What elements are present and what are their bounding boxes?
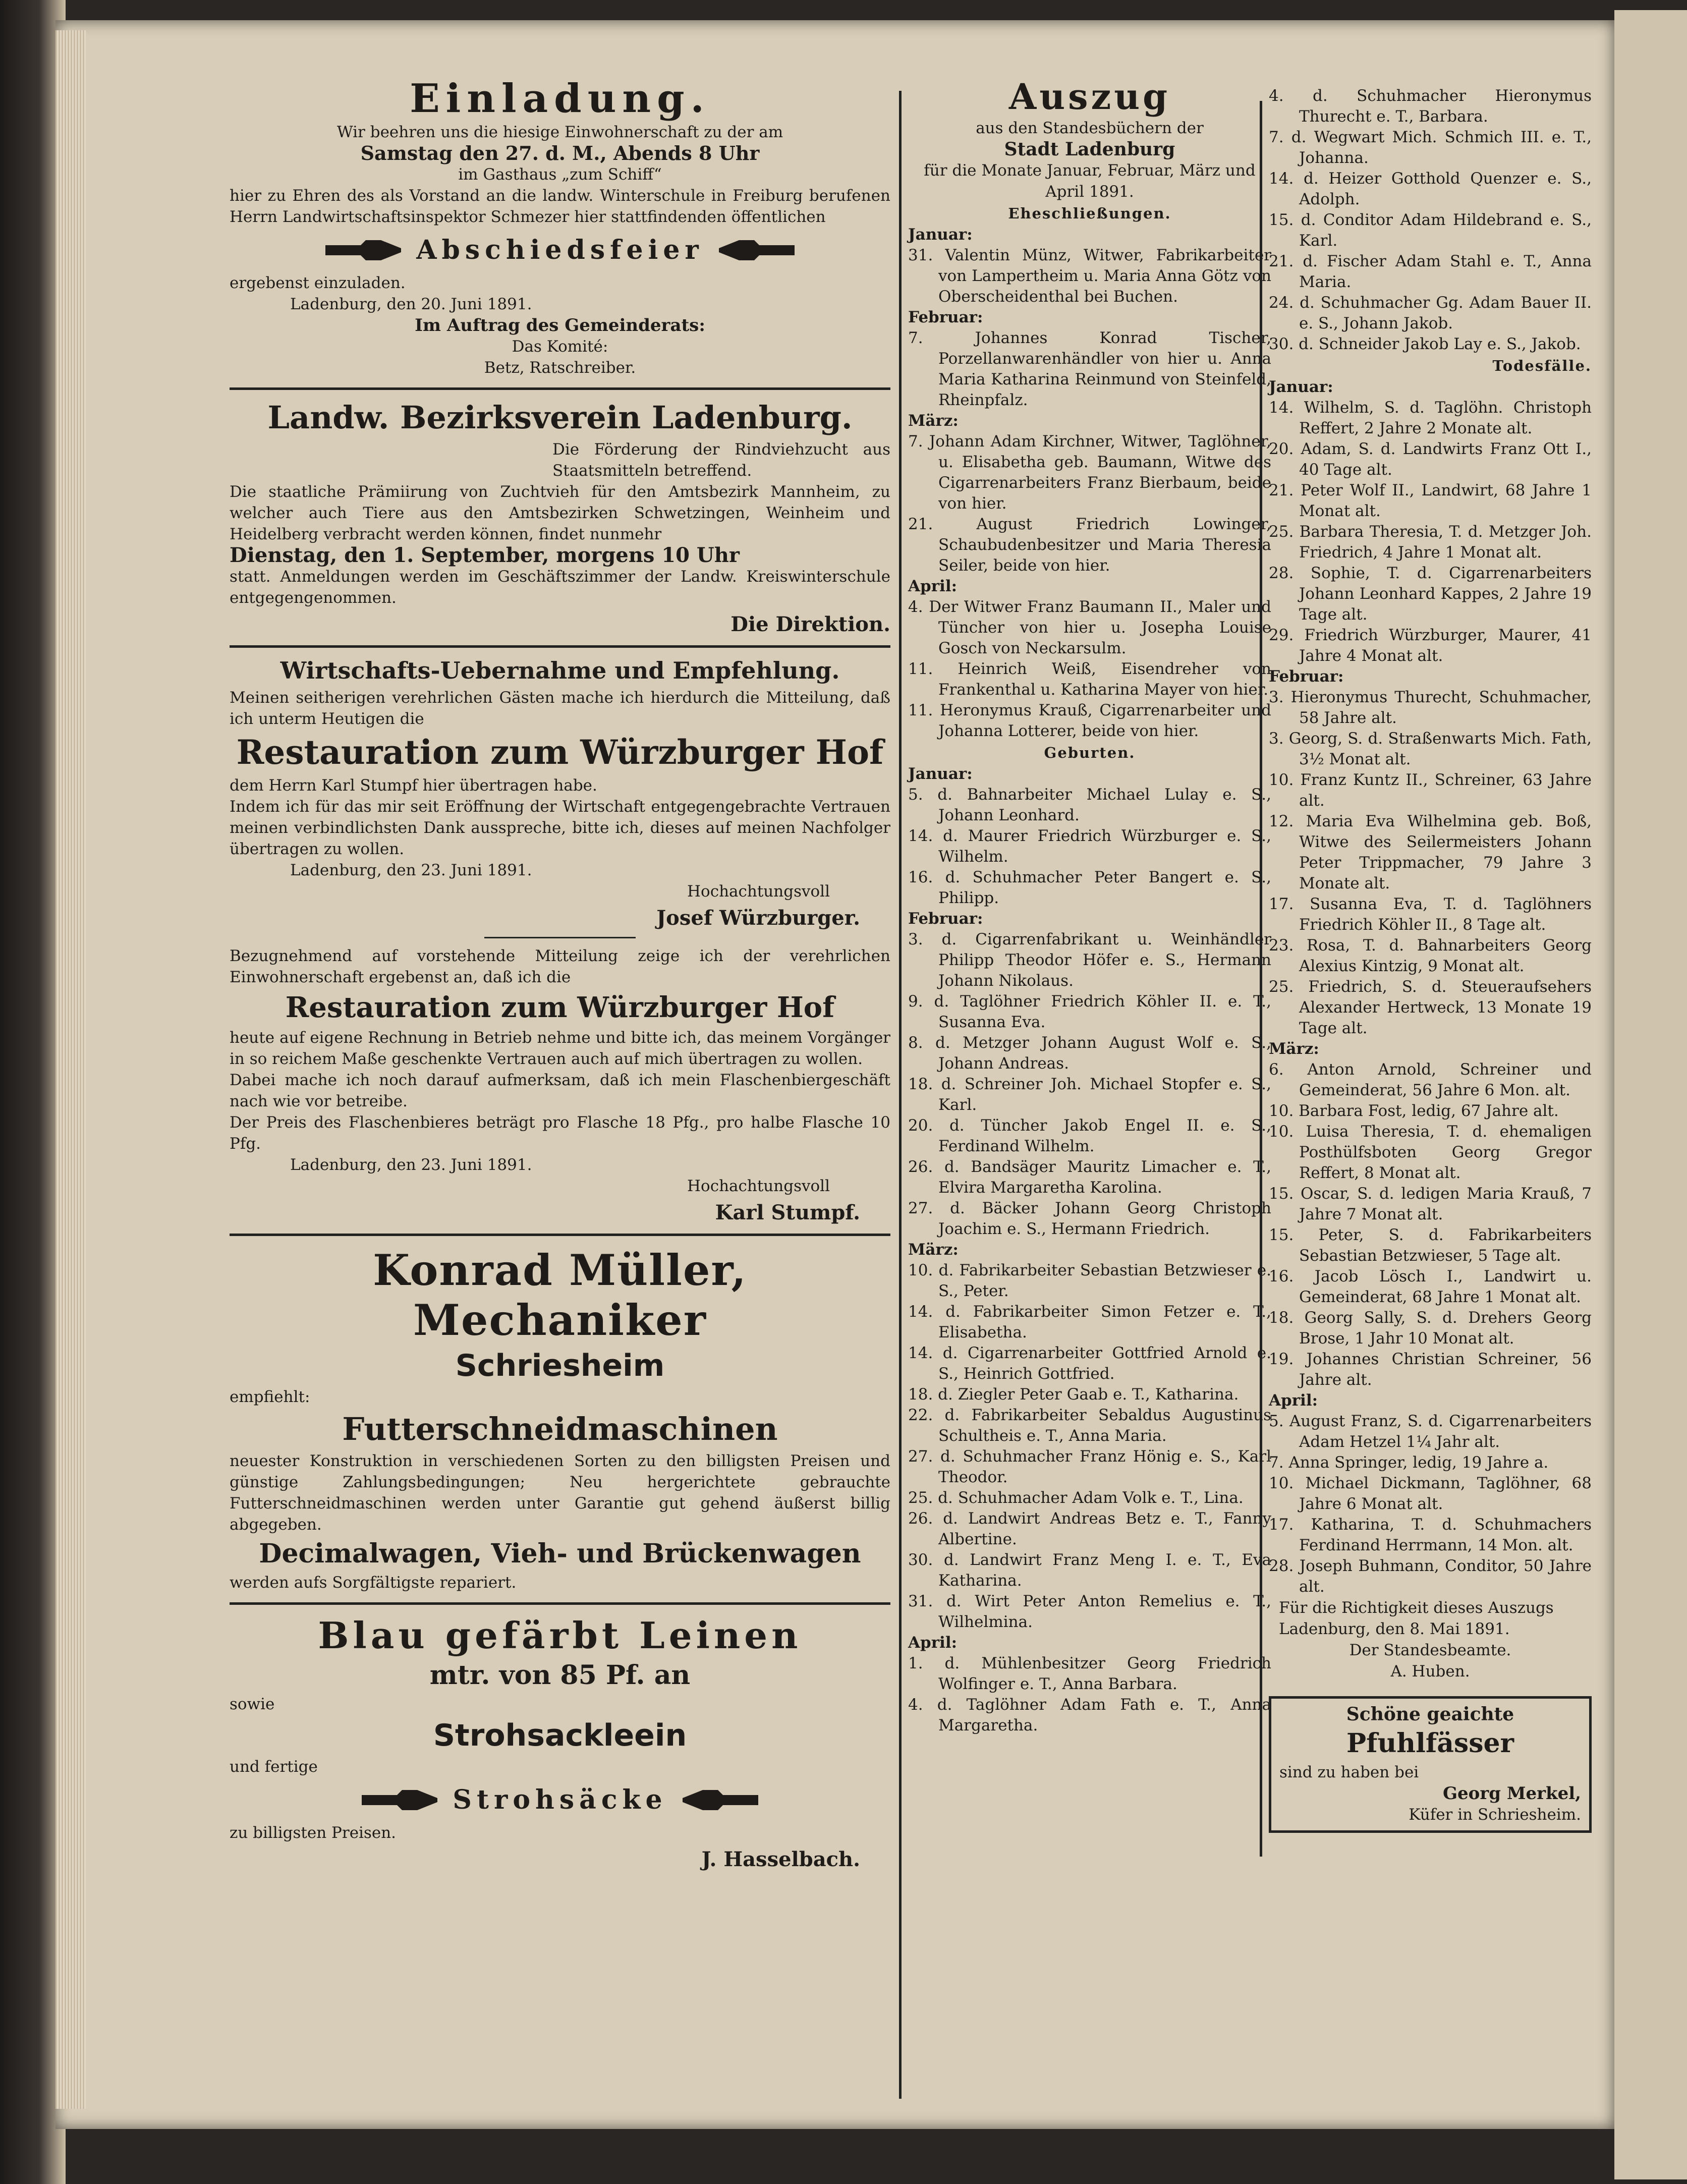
- register-entry: 22. d. Fabrikarbeiter Sebaldus Augustinus Schultheis e. T., Anna Maria.: [908, 1406, 1271, 1445]
- auszug-cert-name: A. Huben.: [1390, 1662, 1470, 1681]
- merkel-advertisement: [1269, 1696, 1592, 1833]
- month-label: März:: [908, 1241, 959, 1259]
- register-entry: 14. d. Maurer Friedrich Würzburger e. S., Wilhelm.: [908, 827, 1271, 866]
- column-auszug: [908, 76, 1271, 1736]
- wirtschaft-p2: dem Herrn Karl Stumpf hier übertragen habe.: [230, 776, 597, 795]
- wirtschaft-regards: Hochachtungsvoll: [687, 882, 830, 901]
- mueller-p2: werden aufs Sorgfältigste repariert.: [230, 1574, 517, 1592]
- stumpf-regards: Hochachtungsvoll: [687, 1177, 830, 1195]
- wirtschaft-title: Wirtschafts-Uebernahme und Empfehlung.: [280, 657, 840, 684]
- auszug-sub1: aus den Standesbüchern der: [976, 119, 1204, 137]
- merkel-role: Küfer in Schriesheim.: [1409, 1806, 1581, 1824]
- register-entry: 10. Barbara Fost, ledig, 67 Jahre alt.: [1269, 1102, 1559, 1120]
- bezirksverein-tail: statt. Anmeldungen werden im Geschäftszimmer der Landw. Kreiswinterschule entgegengenommen.: [230, 568, 890, 607]
- auszug-certification: Für die Richtigkeit dieses Auszugs: [1279, 1599, 1554, 1617]
- register-entry: 14. Wilhelm, S. d. Taglöhn. Christoph Reffert, 2 Jahre 2 Monate alt.: [1269, 399, 1592, 437]
- register-entry: 11. Heinrich Weiß, Eisendreher von Frankenthal u. Katharina Mayer von hier.: [908, 660, 1271, 699]
- register-entry: 15. Oscar, S. d. ledigen Maria Krauß, 7 Jahre 7 Monat alt.: [1269, 1185, 1592, 1223]
- register-entry: 21. d. Fischer Adam Stahl e. T., Anna Maria.: [1269, 252, 1592, 291]
- einladung-date-line: Samstag den 27. d. M., Abends 8 Uhr: [360, 142, 760, 164]
- register-entry: 27. d. Bäcker Johann Georg Christoph Joachim e. S., Hermann Friedrich.: [908, 1199, 1271, 1238]
- register-entry: 14. d. Heizer Gotthold Quenzer e. S., Adolph.: [1269, 170, 1592, 208]
- hasselbach-tail: zu billigsten Preisen.: [230, 1824, 397, 1842]
- mueller-empfiehlt: empfiehlt:: [230, 1388, 310, 1406]
- register-entry: 20. Adam, S. d. Landwirts Franz Ott I., 40 Tage alt.: [1269, 440, 1592, 479]
- stumpf-date: Ladenburg, den 23. Juni 1891.: [290, 1156, 532, 1174]
- einladung-title: Einladung.: [410, 76, 710, 122]
- mueller-product: Futterschneidmaschinen: [342, 1411, 778, 1447]
- einladung-closing: ergebenst einzuladen.: [230, 274, 406, 292]
- stumpf-p2: heute auf eigene Rechnung in Betrieb nehme und bitte ich, das meinem Vorgänger in so reichem Maße geschenkte Vertrauen auch auf mich übertragen zu wollen.: [230, 1029, 890, 1068]
- register-entry: 30. d. Landwirt Franz Meng I. e. T., Eva Katharina.: [908, 1551, 1271, 1590]
- register-entry: 25. Friedrich, S. d. Steueraufsehers Alexander Hertweck, 13 Monate 19 Tage alt.: [1269, 978, 1592, 1037]
- stumpf-notice: [230, 945, 890, 1224]
- hasselbach-sowie: sowie: [230, 1695, 275, 1713]
- hasselbach-title: Blau gefärbt Leinen: [318, 1614, 802, 1657]
- register-entry: 28. Joseph Buhmann, Conditor, 50 Jahre alt.: [1269, 1557, 1592, 1596]
- bezirksverein-body: Die staatliche Prämiirung von Zuchtvieh für den Amtsbezirk Mannheim, zu welcher auch Tiere aus den Amtsbezirken Schwetzingen, Weinheim und Heidelberg verbracht werden können, findet nunmehr: [230, 483, 890, 543]
- register-entry: 18. d. Schreiner Joh. Michael Stopfer e. S., Karl.: [908, 1075, 1271, 1114]
- register-entry: 14. d. Fabrikarbeiter Simon Fetzer e. T., Elisabetha.: [908, 1303, 1271, 1341]
- hasselbach-price: mtr. von 85 Pf. an: [429, 1660, 691, 1691]
- auszug-sub3: für die Monate Januar, Februar, März und April 1891.: [924, 161, 1256, 201]
- register-entry: 26. d. Bandsäger Mauritz Limacher e. T., Elvira Margaretha Karolina.: [908, 1158, 1271, 1197]
- register-entry: 6. Anton Arnold, Schreiner und Gemeinderat, 56 Jahre 6 Mon. alt.: [1269, 1060, 1592, 1099]
- strohsaecke-label: Strohsäcke: [453, 1784, 667, 1815]
- register-entry: 3. Georg, S. d. Straßenwarts Mich. Fath, 3½ Monat alt.: [1269, 730, 1592, 768]
- month-label: März:: [1269, 1040, 1319, 1058]
- divider: [230, 1602, 890, 1605]
- section-births: Geburten.: [1044, 744, 1136, 761]
- merkel-line1: Schöne geaichte: [1346, 1704, 1514, 1725]
- register-entry: 24. d. Schuhmacher Gg. Adam Bauer II. e. S., Johann Jakob.: [1269, 294, 1592, 332]
- register-entry: 11. Heronymus Krauß, Cigarrenarbeiter und Johanna Lotterer, beide von hier.: [908, 701, 1271, 740]
- register-entry: 15. d. Conditor Adam Hildebrand e. S., Karl.: [1269, 211, 1592, 250]
- births-list: [908, 764, 1271, 1736]
- merkel-title: Pfuhlfässer: [1346, 1728, 1514, 1759]
- register-entry: 12. Maria Eva Wilhelmina geb. Boß, Witwe des Seilermeisters Johann Peter Trippmacher, 79 Jahre 3 Monate alt.: [1269, 812, 1592, 892]
- mueller-p1: neuester Konstruktion in verschiedenen Sorten zu den billigsten Preisen und günstige Zahlungsbedingungen; Neu hergerichtete gebrauchte Futterschneidmaschinen werden unter Garantie gut gehend äußerst billig abgegeben.: [230, 1452, 890, 1534]
- register-entry: 26. d. Landwirt Andreas Betz e. T., Fanny Albertine.: [908, 1509, 1271, 1548]
- register-entry: 10. d. Fabrikarbeiter Sebastian Betzwieser e. S., Peter.: [908, 1261, 1271, 1300]
- strohsaecke-row: [230, 1781, 890, 1818]
- einladung-komite: Das Komité:: [512, 338, 608, 356]
- register-entry: 4. Der Witwer Franz Baumann II., Maler und Tüncher von hier u. Josepha Louise Gosch von Neckarsulm.: [908, 598, 1271, 657]
- bezirksverein-notice: [230, 399, 890, 636]
- register-entry: 15. Peter, S. d. Fabrikarbeiters Sebastian Betzwieser, 5 Tage alt.: [1269, 1226, 1592, 1265]
- month-label: April:: [908, 577, 958, 595]
- divider: [484, 937, 636, 938]
- register-entry: 10. Franz Kuntz II., Schreiner, 63 Jahre alt.: [1269, 771, 1592, 810]
- register-entry: 3. Hieronymus Thurecht, Schuhmacher, 58 Jahre alt.: [1269, 688, 1592, 727]
- month-label: April:: [908, 1634, 958, 1652]
- mueller-advertisement: [230, 1245, 890, 1593]
- register-entry: 4. d. Taglöhner Adam Fath e. T., Anna Margaretha.: [908, 1696, 1271, 1734]
- month-label: Februar:: [908, 308, 983, 326]
- register-entry: 30. d. Schneider Jakob Lay e. S., Jakob.: [1269, 335, 1581, 353]
- register-entry: 7. Johann Adam Kirchner, Witwer, Taglöhner, u. Elisabetha geb. Baumann, Witwe des Cigarrenarbeiters Franz Bierbaum, beide von hier.: [908, 432, 1271, 513]
- register-entry: 29. Friedrich Würzburger, Maurer, 41 Jahre 4 Monat alt.: [1269, 626, 1592, 665]
- month-label: Januar:: [1269, 378, 1333, 396]
- mueller-title: Konrad Müller, Mechaniker: [373, 1245, 747, 1345]
- deaths-list: [1269, 377, 1592, 1597]
- hasselbach-advertisement: [230, 1614, 890, 1871]
- auszug-title: Auszug: [1008, 76, 1171, 118]
- restauration-name-1: Restauration zum Würzburger Hof: [236, 733, 884, 772]
- section-marriages: Eheschließungen.: [1008, 205, 1171, 222]
- wirtschaft-date: Ladenburg, den 23. Juni 1891.: [290, 861, 532, 879]
- abschiedsfeier-row: [230, 232, 890, 268]
- einladung-place-date: Ladenburg, den 20. Juni 1891.: [290, 295, 532, 313]
- bezirksverein-intro: Die Förderung der Rindviehzucht aus Staatsmitteln betreffend.: [552, 440, 890, 480]
- abschiedsfeier-label: Abschiedsfeier: [416, 235, 704, 265]
- register-entry: 8. d. Metzger Johann August Wolf e. S., Johann Andreas.: [908, 1034, 1271, 1073]
- pointing-hand-icon: [325, 238, 401, 262]
- einladung-signer: Betz, Ratschreiber.: [484, 359, 636, 377]
- hasselbach-signer: J. Hasselbach.: [701, 1847, 860, 1871]
- wirtschaft-p1: Meinen seitherigen verehrlichen Gästen mache ich hierdurch die Mitteilung, daß ich unterm Heutigen die: [230, 689, 890, 728]
- adjacent-page-fragment: [1614, 10, 1687, 2179]
- stumpf-signer: Karl Stumpf.: [715, 1201, 860, 1224]
- register-entry: 17. Susanna Eva, T. d. Taglöhners Friedrich Köhler II., 8 Tage alt.: [1269, 895, 1592, 934]
- auszug-sub2: Stadt Ladenburg: [1004, 139, 1175, 160]
- section-deaths: Todesfälle.: [1492, 357, 1592, 374]
- auszug-cert-date: Ladenburg, den 8. Mai 1891.: [1279, 1620, 1510, 1638]
- register-entry: 27. d. Schuhmacher Franz Hönig e. S., Karl Theodor.: [908, 1447, 1271, 1486]
- register-entry: 21. Peter Wolf II., Landwirt, 68 Jahre 1 Monat alt.: [1269, 481, 1592, 520]
- register-entry: 21. August Friedrich Lowinger, Schaubudenbesitzer und Maria Theresia Seiler, beide von hier.: [908, 515, 1271, 575]
- einladung-notice: [230, 76, 890, 378]
- register-entry: 7. d. Wegwart Mich. Schmich III. e. T., Johanna.: [1269, 128, 1592, 167]
- pointing-hand-left-icon: [683, 1788, 758, 1812]
- wirtschaft-p3: Indem ich für das mir seit Eröffnung der Wirtschaft entgegengebrachte Vertrauen meinen verbindlichsten Dank ausspreche, bitte ich, dieses auf meinen Nachfolger übertragen zu wollen.: [230, 798, 890, 858]
- merkel-name: Georg Merkel,: [1443, 1783, 1581, 1804]
- register-entry: 7. Anna Springer, ledig, 19 Jahre a.: [1269, 1453, 1549, 1472]
- register-entry: 31. Valentin Münz, Witwer, Fabrikarbeiter von Lampertheim u. Maria Anna Götz von Oberscheidenthal bei Buchen.: [908, 246, 1271, 306]
- pointing-hand-icon: [362, 1788, 437, 1812]
- einladung-auftrag: Im Auftrag des Gemeinderats:: [415, 315, 705, 335]
- month-label: April:: [1269, 1391, 1318, 1410]
- pointing-hand-left-icon: [719, 238, 795, 262]
- bezirksverein-signer: Die Direktion.: [730, 612, 890, 636]
- hasselbach-fertige: und fertige: [230, 1758, 318, 1776]
- month-label: Januar:: [908, 765, 973, 783]
- register-entry: 28. Sophie, T. d. Cigarrenarbeiters Johann Leonhard Kappes, 2 Jahre 19 Tage alt.: [1269, 564, 1592, 624]
- month-label: März:: [908, 412, 959, 430]
- einladung-body: hier zu Ehren des als Vorstand an die landw. Winterschule in Freiburg berufenen Herrn Landwirtschaftsinspektor Schmezer hier stattfindenden öffentlichen: [230, 187, 890, 226]
- wirtschaft-signer: Josef Würzburger.: [656, 906, 860, 930]
- wirtschaft-notice: [230, 657, 890, 930]
- auszug-cert-office: Der Standesbeamte.: [1349, 1641, 1511, 1659]
- merkel-line2: sind zu haben bei: [1279, 1763, 1419, 1781]
- register-entry: 5. August Franz, S. d. Cigarrenarbeiters Adam Hetzel 1¼ Jahr alt.: [1269, 1412, 1592, 1451]
- register-entry: 23. Rosa, T. d. Bahnarbeiters Georg Alexius Kintzig, 9 Monat alt.: [1269, 936, 1592, 975]
- einladung-line1: Wir beehren uns die hiesige Einwohnerschaft zu der am: [336, 123, 783, 141]
- register-entry: 25. d. Schuhmacher Adam Volk e. T., Lina.: [908, 1489, 1244, 1507]
- column-advertisements: [230, 76, 890, 1875]
- register-entry: 4. d. Schuhmacher Hieronymus Thurecht e. T., Barbara.: [1269, 87, 1592, 126]
- register-entry: 9. d. Taglöhner Friedrich Köhler II. e. T., Susanna Eva.: [908, 992, 1271, 1031]
- bezirksverein-date: Dienstag, den 1. September, morgens 10 Uhr: [230, 543, 740, 567]
- register-entry: 31. d. Wirt Peter Anton Remelius e. T., Wilhelmina.: [908, 1592, 1271, 1631]
- register-entry: 17. Katharina, T. d. Schuhmachers Ferdinand Herrmann, 14 Mon. alt.: [1269, 1516, 1592, 1554]
- register-entry: 3. d. Cigarrenfabrikant u. Weinhändler Philipp Theodor Höfer e. S., Hermann Johann Nikolaus.: [908, 930, 1271, 990]
- column-divider-1: [899, 91, 902, 2099]
- mueller-city: Schriesheim: [455, 1348, 665, 1383]
- stumpf-p4: Der Preis des Flaschenbieres beträgt pro Flasche 18 Pfg., pro halbe Flasche 10 Pfg.: [230, 1113, 890, 1153]
- register-entry: 1. d. Mühlenbesitzer Georg Friedrich Wolfinger e. T., Anna Barbara.: [908, 1654, 1271, 1693]
- mueller-product2: Decimalwagen, Vieh- und Brückenwagen: [259, 1538, 861, 1569]
- page-stack-edge: [55, 30, 86, 2109]
- restauration-name-2: Restauration zum Würzburger Hof: [285, 991, 835, 1024]
- register-entry: 16. Jacob Lösch I., Landwirt u. Gemeinderat, 68 Jahre 1 Monat alt.: [1269, 1267, 1592, 1306]
- register-entry: 10. Michael Dickmann, Taglöhner, 68 Jahre 6 Monat alt.: [1269, 1474, 1592, 1513]
- register-entry: 5. d. Bahnarbeiter Michael Lulay e. S., Johann Leonhard.: [908, 786, 1271, 824]
- month-label: Februar:: [1269, 667, 1344, 686]
- month-label: Februar:: [908, 910, 983, 928]
- births-continued-list: [1269, 86, 1592, 355]
- register-entry: 20. d. Tüncher Jakob Engel II. e. S., Ferdinand Wilhelm.: [908, 1116, 1271, 1155]
- register-entry: 7. Johannes Konrad Tischer, Porzellanwarenhändler von hier u. Anna Maria Katharina Reinmund von Steinfeld, Rheinpfalz.: [908, 329, 1271, 409]
- register-entry: 14. d. Cigarrenarbeiter Gottfried Arnold e. S., Heinrich Gottfried.: [908, 1344, 1271, 1383]
- marriages-list: [908, 225, 1271, 742]
- divider: [230, 1234, 890, 1236]
- divider: [230, 645, 890, 648]
- register-entry: 19. Johannes Christian Schreiner, 56 Jahre alt.: [1269, 1350, 1592, 1389]
- month-label: Januar:: [908, 226, 973, 244]
- register-entry: 25. Barbara Theresia, T. d. Metzger Joh. Friedrich, 4 Jahre 1 Monat alt.: [1269, 523, 1592, 562]
- hasselbach-product: Strohsackleein: [433, 1718, 687, 1753]
- register-entry: 18. d. Ziegler Peter Gaab e. T., Katharina.: [908, 1385, 1239, 1404]
- register-entry: 18. Georg Sally, S. d. Drehers Georg Brose, 1 Jahr 10 Monat alt.: [1269, 1309, 1592, 1348]
- divider: [230, 387, 890, 390]
- stumpf-p1: Bezugnehmend auf vorstehende Mitteilung zeige ich der verehrlichen Einwohnerschaft ergebenst an, daß ich die: [230, 947, 890, 986]
- register-entry: 10. Luisa Theresia, T. d. ehemaligen Posthülfsboten Georg Gregor Reffert, 8 Monat alt.: [1269, 1123, 1592, 1182]
- bezirksverein-title: Landw. Bezirksverein Ladenburg.: [267, 399, 853, 436]
- einladung-venue: im Gasthaus „zum Schiff“: [458, 165, 662, 184]
- column-auszug-continued: [1269, 86, 1592, 1833]
- register-entry: 16. d. Schuhmacher Peter Bangert e. S., Philipp.: [908, 868, 1271, 907]
- stumpf-p3: Dabei mache ich noch darauf aufmerksam, daß ich mein Flaschenbiergeschäft nach wie vor betreibe.: [230, 1071, 890, 1110]
